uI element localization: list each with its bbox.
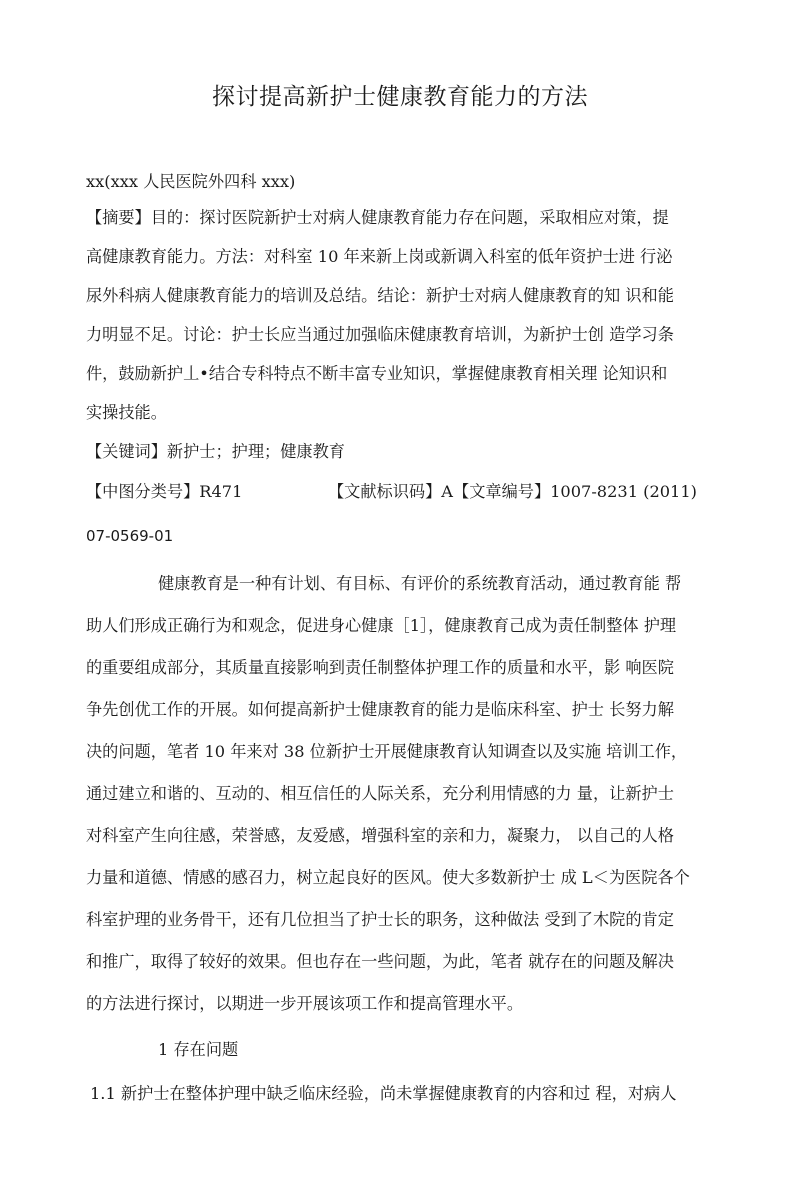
classification-number: 【中图分类号】R471 xyxy=(86,482,243,501)
body-line: 科室护理的业务骨干，还有几位担当了护士长的职务，这种做法 受到了木院的肯定 xyxy=(86,910,674,929)
abstract-line: 高健康教育能力。方法：对科室 10 年来新上岗或新调入科室的低年资护士进 行泌 xyxy=(86,247,673,266)
document-title: 探讨提高新护士健康教育能力的方法 xyxy=(212,84,588,110)
abstract-line: 【摘要】目的：探讨医院新护士对病人健康教育能力存在问题，采取相应对策，提 xyxy=(86,208,669,227)
section-heading: 1 存在问题 xyxy=(158,1040,239,1059)
article-identifiers: 【文献标识码】A【文章编号】1007-8231 (2011) xyxy=(328,482,697,501)
article-identifiers-continued: 07-0569-01 xyxy=(86,527,174,545)
body-line: 和推广，取得了较好的效果。但也存在一些问题，为此，笔者 就存在的问题及解决 xyxy=(86,952,674,971)
body-line: 通过建立和谐的、互动的、相互信任的人际关系，充分利用情感的力 量，让新护士 xyxy=(86,784,674,803)
body-line: 的方法进行探讨，以期进一步开展该项工作和提高管理水平。 xyxy=(86,994,524,1013)
subsection-line: 1.1 新护士在整体护理中缺乏临床经验，尚未掌握健康教育的内容和过 程，对病人 xyxy=(90,1084,677,1103)
author-affiliation: xx(xxx 人民医院外四科 xxx) xyxy=(86,172,296,191)
abstract-line: 力明显不足。讨论：护士长应当通过加强临床健康教育培训，为新护士创 造学习条 xyxy=(86,325,674,344)
abstract-line: 件，鼓励新护丄•结合专科特点不断丰富专业知识，掌握健康教育相关理 论知识和 xyxy=(86,364,668,383)
abstract-line: 实操技能。 xyxy=(86,403,167,422)
body-line: 决的问题，笔者 10 年来对 38 位新护士开展健康教育认知调查以及实施 培训工作， xyxy=(86,742,688,761)
keywords: 【关键词】新护士；护理；健康教育 xyxy=(86,442,345,461)
body-line: 力量和道德、情感的感召力，树立起良好的医风。使大多数新护士 成 L＜为医院各个 xyxy=(86,868,690,887)
body-line: 的重要组成部分，其质量直接影响到责任制整体护理工作的质量和水平，影 响医院 xyxy=(86,658,674,677)
body-line: 健康教育是一种有计划、有目标、有评价的系统教育活动，通过教育能 帮 xyxy=(158,574,682,593)
body-line: 对科室产生向往感，荣誉感，友爱感，增强科室的亲和力，凝聚力， 以自己的人格 xyxy=(86,826,674,845)
abstract-line: 尿外科病人健康教育能力的培训及总结。结论：新护士对病人健康教育的知 识和能 xyxy=(86,286,674,305)
body-line: 助人们形成正确行为和观念，促进身心健康［1］，健康教育己成为责任制整体 护理 xyxy=(86,616,677,635)
body-line: 争先创优工作的开展。如何提高新护士健康教育的能力是临床科室、护士 长努力解 xyxy=(86,700,674,719)
